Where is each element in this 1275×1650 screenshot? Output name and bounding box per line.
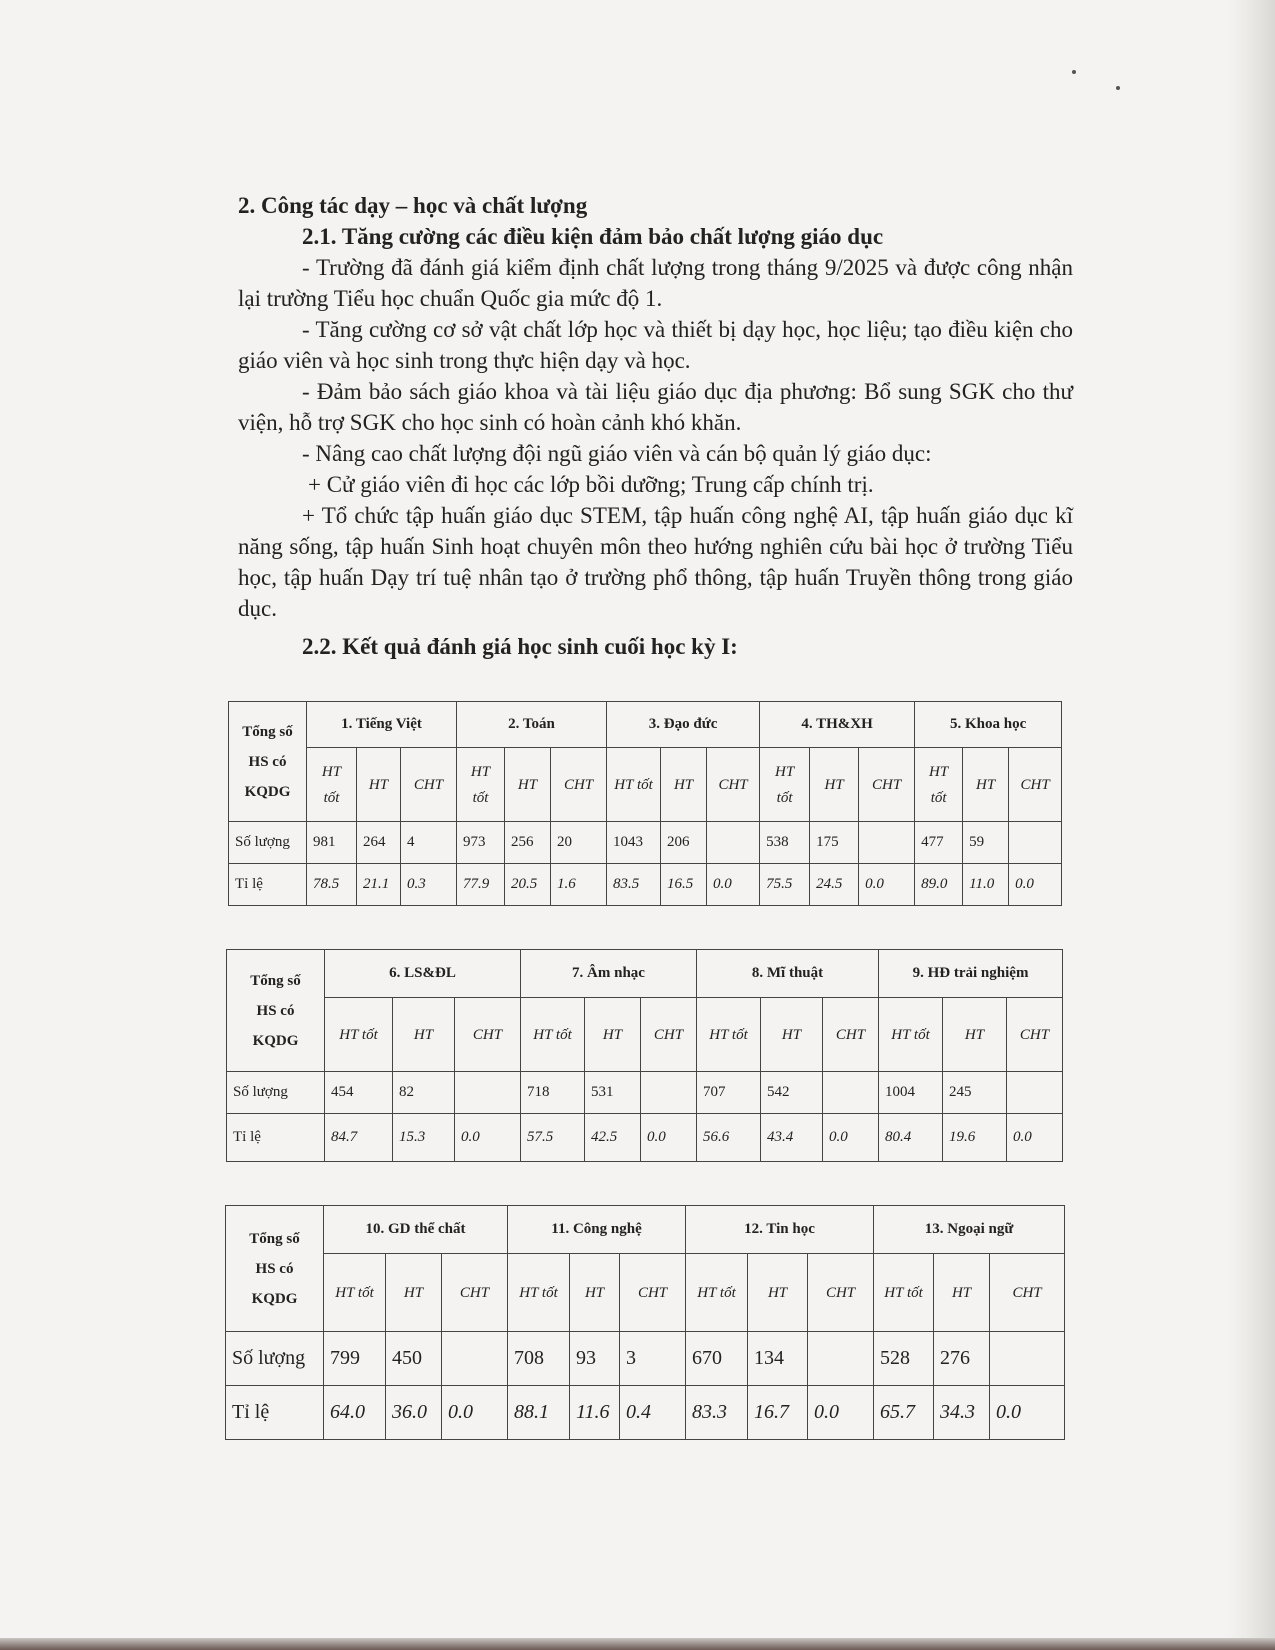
- level-header: HT: [748, 1254, 808, 1332]
- count-cell: [1009, 822, 1062, 864]
- level-header: CHT: [859, 748, 915, 822]
- page-bottom-edge: [0, 1638, 1275, 1650]
- rate-cell: 36.0: [386, 1386, 442, 1440]
- rate-cell: 88.1: [508, 1386, 570, 1440]
- count-cell: 670: [686, 1332, 748, 1386]
- count-cell: [808, 1332, 874, 1386]
- subject-header: 5. Khoa học: [915, 702, 1062, 748]
- level-header: CHT: [990, 1254, 1065, 1332]
- level-header: HT tốt: [324, 1254, 386, 1332]
- corner-line: Tổng số: [242, 723, 293, 740]
- results-table-1: [228, 701, 1062, 906]
- count-cell: [442, 1332, 508, 1386]
- level-header: HT tốt: [686, 1254, 748, 1332]
- level-header: HT tốt: [325, 998, 393, 1072]
- count-cell: 454: [325, 1072, 393, 1114]
- level-header: HT: [386, 1254, 442, 1332]
- level-header: CHT: [1009, 748, 1062, 822]
- level-header: CHT: [620, 1254, 686, 1332]
- rate-cell: 24.5: [810, 864, 859, 906]
- level-header: CHT: [455, 998, 521, 1072]
- subject-header: 13. Ngoại ngữ: [874, 1206, 1065, 1254]
- rate-cell: 84.7: [325, 1114, 393, 1162]
- count-cell: [707, 822, 760, 864]
- subject-header: 10. GD thể chất: [324, 1206, 508, 1254]
- level-header: CHT: [551, 748, 607, 822]
- row-label-rate: Tỉ lệ: [227, 1114, 325, 1162]
- level-header: HT: [810, 748, 859, 822]
- rate-cell: 0.4: [620, 1386, 686, 1440]
- corner-line: KQDG: [251, 1290, 298, 1307]
- document-body: [238, 190, 1073, 662]
- page-edge-shadow: [1227, 0, 1275, 1650]
- count-cell: 450: [386, 1332, 442, 1386]
- section-heading: 2. Công tác dạy – học và chất lượng: [238, 193, 588, 218]
- paragraph: - Tăng cường cơ sở vật chất lớp học và thiết bị dạy học, học liệu; tạo điều kiện cho giáo viên và học sinh trong thực hiện dạy và học.: [238, 317, 1073, 373]
- count-cell: [641, 1072, 697, 1114]
- level-header: HT: [761, 998, 823, 1072]
- count-cell: 175: [810, 822, 859, 864]
- rate-cell: 0.0: [1007, 1114, 1063, 1162]
- paragraph: - Nâng cao chất lượng đội ngũ giáo viên và cán bộ quản lý giáo dục:: [302, 441, 932, 466]
- count-cell: [1007, 1072, 1063, 1114]
- subsection-title-2-2: 2.2. Kết quả đánh giá học sinh cuối học kỳ I:: [302, 634, 738, 659]
- rate-cell: 0.0: [1009, 864, 1062, 906]
- subject-header: 6. LS&ĐL: [325, 950, 521, 998]
- corner-line: KQDG: [252, 1032, 299, 1049]
- rate-cell: 83.5: [607, 864, 661, 906]
- count-cell: 134: [748, 1332, 808, 1386]
- level-header: HT tốt: [760, 748, 810, 822]
- results-table-2: [226, 949, 1063, 1162]
- corner-line: HS có: [248, 753, 287, 770]
- count-cell: 1043: [607, 822, 661, 864]
- level-header: HT: [357, 748, 401, 822]
- level-header: HT tốt: [874, 1254, 934, 1332]
- level-header: HT tốt: [307, 748, 357, 822]
- rate-cell: 16.5: [661, 864, 707, 906]
- rate-cell: 16.7: [748, 1386, 808, 1440]
- rate-cell: 65.7: [874, 1386, 934, 1440]
- level-header: CHT: [401, 748, 457, 822]
- subject-header: 3. Đạo đức: [607, 702, 760, 748]
- rate-cell: 64.0: [324, 1386, 386, 1440]
- corner-line: KQDG: [244, 783, 291, 800]
- speck-mark: [1116, 86, 1120, 90]
- count-cell: 276: [934, 1332, 990, 1386]
- subject-header: 1. Tiếng Việt: [307, 702, 457, 748]
- count-cell: 542: [761, 1072, 823, 1114]
- rate-cell: 83.3: [686, 1386, 748, 1440]
- rate-cell: 42.5: [585, 1114, 641, 1162]
- corner-line: HS có: [255, 1260, 294, 1277]
- rate-cell: 56.6: [697, 1114, 761, 1162]
- rate-cell: 11.6: [570, 1386, 620, 1440]
- results-table-3: [225, 1205, 1065, 1440]
- count-cell: [990, 1332, 1065, 1386]
- rate-cell: 80.4: [879, 1114, 943, 1162]
- rate-cell: 0.0: [455, 1114, 521, 1162]
- count-cell: [823, 1072, 879, 1114]
- count-cell: 528: [874, 1332, 934, 1386]
- level-header: HT: [661, 748, 707, 822]
- count-cell: 245: [943, 1072, 1007, 1114]
- count-cell: 93: [570, 1332, 620, 1386]
- rate-cell: 0.0: [808, 1386, 874, 1440]
- level-header: HT: [585, 998, 641, 1072]
- level-header: CHT: [442, 1254, 508, 1332]
- corner-line: Tổng số: [249, 1230, 300, 1247]
- rate-cell: 75.5: [760, 864, 810, 906]
- paragraph: - Đảm bảo sách giáo khoa và tài liệu giáo dục địa phương: Bổ sung SGK cho thư viện, hỗ trợ SGK cho học sinh có hoàn cảnh khó khăn.: [238, 379, 1073, 435]
- level-header: HT tốt: [521, 998, 585, 1072]
- level-header: CHT: [808, 1254, 874, 1332]
- level-header: HT tốt: [457, 748, 505, 822]
- corner-line: Tổng số: [250, 972, 301, 989]
- count-cell: 3: [620, 1332, 686, 1386]
- level-header: HT tốt: [879, 998, 943, 1072]
- rate-cell: 34.3: [934, 1386, 990, 1440]
- level-header: HT tốt: [915, 748, 963, 822]
- count-cell: 206: [661, 822, 707, 864]
- count-cell: 59: [963, 822, 1009, 864]
- rate-cell: 43.4: [761, 1114, 823, 1162]
- count-cell: 20: [551, 822, 607, 864]
- count-cell: 708: [508, 1332, 570, 1386]
- level-header: HT: [963, 748, 1009, 822]
- subject-header: 8. Mĩ thuật: [697, 950, 879, 998]
- count-cell: 538: [760, 822, 810, 864]
- rate-cell: 0.3: [401, 864, 457, 906]
- count-cell: 531: [585, 1072, 641, 1114]
- count-cell: 718: [521, 1072, 585, 1114]
- count-cell: [455, 1072, 521, 1114]
- rate-cell: 57.5: [521, 1114, 585, 1162]
- rate-cell: 0.0: [823, 1114, 879, 1162]
- count-cell: 4: [401, 822, 457, 864]
- row-label-rate: Tỉ lệ: [226, 1386, 324, 1440]
- rate-cell: 77.9: [457, 864, 505, 906]
- level-header: HT: [505, 748, 551, 822]
- row-label-count: Số lượng: [227, 1072, 325, 1114]
- subject-header: 2. Toán: [457, 702, 607, 748]
- count-cell: 264: [357, 822, 401, 864]
- rate-cell: 15.3: [393, 1114, 455, 1162]
- level-header: HT: [570, 1254, 620, 1332]
- rate-cell: 0.0: [990, 1386, 1065, 1440]
- row-label-rate: Tỉ lệ: [229, 864, 307, 906]
- rate-cell: 0.0: [859, 864, 915, 906]
- subject-header: 7. Âm nhạc: [521, 950, 697, 998]
- level-header: HT: [934, 1254, 990, 1332]
- count-cell: 707: [697, 1072, 761, 1114]
- table-corner-header: [227, 950, 325, 1072]
- speck-mark: [1072, 70, 1076, 74]
- subject-header: 11. Công nghệ: [508, 1206, 686, 1254]
- rate-cell: 20.5: [505, 864, 551, 906]
- subject-header: 4. TH&XH: [760, 702, 915, 748]
- level-header: HT: [943, 998, 1007, 1072]
- bullet-item: + Tổ chức tập huấn giáo dục STEM, tập huấn công nghệ AI, tập huấn giáo dục kĩ năng sống, tập huấn Sinh hoạt chuyên môn theo hướng nghiên cứu bài học ở trường Tiểu học, tập huấn Dạy trí tuệ nhân tạo ở trường phổ thông, tập huấn Truyền thông trong giáo dục.: [238, 503, 1073, 621]
- paragraph: - Trường đã đánh giá kiểm định chất lượng trong tháng 9/2025 và được công nhận lại trường Tiểu học chuẩn Quốc gia mức độ 1.: [238, 255, 1073, 311]
- table-corner-header: [229, 702, 307, 822]
- rate-cell: 1.6: [551, 864, 607, 906]
- corner-line: HS có: [256, 1002, 295, 1019]
- count-cell: [859, 822, 915, 864]
- rate-cell: 0.0: [641, 1114, 697, 1162]
- rate-cell: 11.0: [963, 864, 1009, 906]
- level-header: CHT: [641, 998, 697, 1072]
- level-header: CHT: [823, 998, 879, 1072]
- row-label-count: Số lượng: [229, 822, 307, 864]
- count-cell: 82: [393, 1072, 455, 1114]
- rate-cell: 21.1: [357, 864, 401, 906]
- level-header: HT: [393, 998, 455, 1072]
- count-cell: 477: [915, 822, 963, 864]
- level-header: CHT: [707, 748, 760, 822]
- subsection-title-2-1: 2.1. Tăng cường các điều kiện đảm bảo chất lượng giáo dục: [302, 224, 884, 249]
- rate-cell: 0.0: [442, 1386, 508, 1440]
- level-header: HT tốt: [508, 1254, 570, 1332]
- count-cell: 973: [457, 822, 505, 864]
- count-cell: 981: [307, 822, 357, 864]
- rate-cell: 78.5: [307, 864, 357, 906]
- level-header: HT tốt: [697, 998, 761, 1072]
- row-label-count: Số lượng: [226, 1332, 324, 1386]
- level-header: CHT: [1007, 998, 1063, 1072]
- count-cell: 1004: [879, 1072, 943, 1114]
- level-header: HT tốt: [607, 748, 661, 822]
- count-cell: 799: [324, 1332, 386, 1386]
- rate-cell: 0.0: [707, 864, 760, 906]
- subject-header: 9. HĐ trải nghiệm: [879, 950, 1063, 998]
- subject-header: 12. Tin học: [686, 1206, 874, 1254]
- rate-cell: 89.0: [915, 864, 963, 906]
- bullet-item: + Cử giáo viên đi học các lớp bồi dưỡng; Trung cấp chính trị.: [308, 472, 874, 497]
- rate-cell: 19.6: [943, 1114, 1007, 1162]
- table-corner-header: [226, 1206, 324, 1332]
- count-cell: 256: [505, 822, 551, 864]
